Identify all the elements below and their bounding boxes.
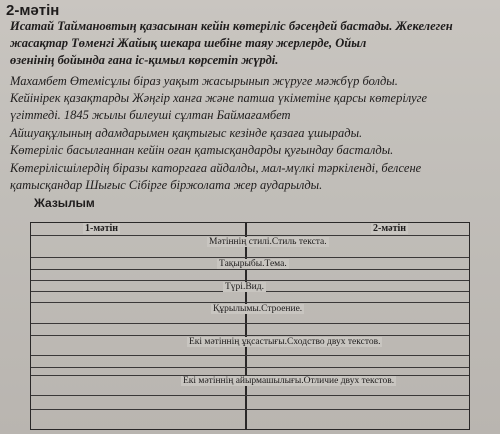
text-line-6: үгіттеді. 1845 жылы билеуші сұлтан Баймағамбет bbox=[10, 108, 291, 122]
section-title: Жазылым bbox=[34, 196, 95, 210]
table-rule bbox=[31, 269, 469, 270]
table-rule bbox=[31, 280, 469, 281]
text-line-9: Көтерілісшілердің біразы каторгаға айдалды, мал-мүлкі тәркіленді, белсене bbox=[10, 161, 422, 175]
table-rule bbox=[31, 335, 469, 336]
text-line-5: Кейінірек қазақтарды Жәңгір ханға және патша үкіметіне қарсы көтерілуге bbox=[10, 91, 428, 105]
table-rule bbox=[31, 257, 469, 258]
table-rule bbox=[31, 355, 469, 356]
column-divider bbox=[245, 223, 247, 429]
comparison-table bbox=[30, 222, 470, 430]
text-line-3: өзенінің бойында ғана іс-қимыл көрсетіп жүрді. bbox=[10, 53, 279, 67]
text-line-1: Исатай Таймановтың қазасынан кейін көтеріліс бәсеңдей бастады. Жекелеген bbox=[10, 19, 453, 33]
table-row-style: Мәтіннің стилі.Стиль текста. bbox=[209, 237, 327, 247]
table-rule bbox=[31, 302, 469, 303]
table-rule bbox=[31, 409, 469, 410]
text-line-7: Айшуақұлының адамдарымен қақтығыс кезінде қазаға ұшырады. bbox=[10, 126, 363, 140]
table-header-text2: 2-мәтін bbox=[373, 223, 407, 234]
text-title: 2-мәтін bbox=[6, 2, 60, 19]
table-rule bbox=[31, 323, 469, 324]
table-row-theme: Тақырыбы.Тема. bbox=[219, 259, 287, 269]
text-line-2: жасақтар Төменгі Жайық шекара шебіне таяу жерлерде, Ойыл bbox=[10, 36, 367, 50]
table-row-difference: Екі мәтіннің айырмашылығы.Отличие двух текстов. bbox=[183, 376, 395, 386]
table-row-type: Түрі.Вид. bbox=[225, 282, 264, 292]
text-line-4: Махамбет Өтемісұлы біраз уақыт жасырынып жүруге мәжбүр болды. bbox=[10, 74, 398, 88]
table-row-similarity: Екі мәтіннің ұқсастығы.Сходство двух текстов. bbox=[189, 337, 381, 347]
table-row-structure: Құрылымы.Строение. bbox=[213, 304, 303, 314]
table-rule bbox=[31, 235, 469, 236]
table-header-text1: 1-мәтін bbox=[85, 223, 119, 234]
text-line-10: қатысқандар Шығыс Сібірге біржолата жер аударылды. bbox=[10, 178, 323, 192]
text-line-8: Көтеріліс басылғаннан кейін оған қатысқандарды қуғындау басталды. bbox=[10, 143, 394, 157]
table-rule bbox=[31, 367, 469, 368]
table-rule bbox=[31, 395, 469, 396]
